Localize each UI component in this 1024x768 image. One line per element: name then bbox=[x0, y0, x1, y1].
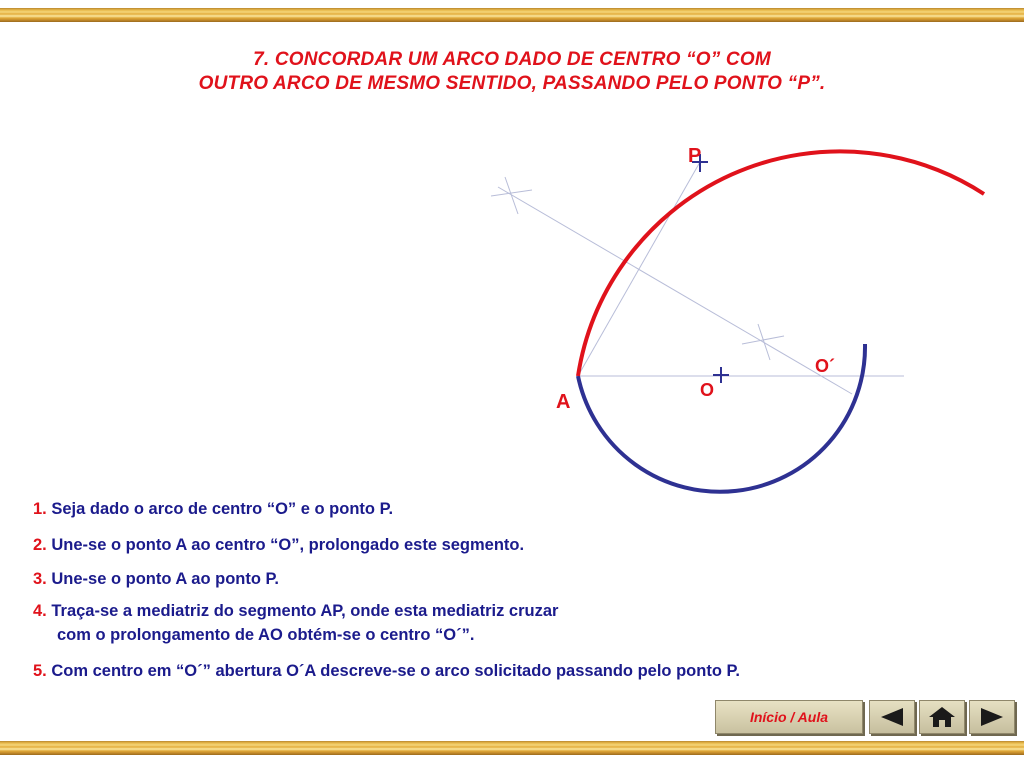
bottom-border bbox=[0, 741, 1024, 755]
step-text: Une-se o ponto A ao centro “O”, prolongado este segmento. bbox=[51, 536, 525, 554]
step-text-continued: com o prolongamento de AO obtém-se o centro “O´”. bbox=[57, 626, 475, 644]
step-number: 5. bbox=[33, 662, 47, 680]
step-1 bbox=[33, 500, 393, 519]
step-text: Une-se o ponto A ao ponto P. bbox=[51, 570, 279, 588]
step-number: 3. bbox=[33, 570, 47, 588]
step-number: 1. bbox=[33, 500, 47, 518]
step-5 bbox=[33, 662, 740, 681]
label-a: A bbox=[556, 391, 571, 413]
label-o-prime: O´ bbox=[815, 356, 835, 376]
centre-o-marker bbox=[713, 367, 729, 383]
step-3 bbox=[33, 570, 279, 589]
tangent-arc-centre-o-prime bbox=[578, 151, 984, 376]
arc-mark-1b bbox=[505, 177, 518, 214]
step-number: 4. bbox=[33, 602, 47, 620]
step-number: 2. bbox=[33, 536, 47, 554]
step-2 bbox=[33, 536, 524, 555]
previous-button[interactable] bbox=[869, 700, 915, 734]
step-text: Seja dado o arco de centro “O” e o ponto P. bbox=[51, 500, 394, 518]
title-line-1: 7. CONCORDAR UM ARCO DADO DE CENTRO “O” COM bbox=[253, 49, 771, 70]
title-line-2: OUTRO ARCO DE MESMO SENTIDO, PASSANDO PELO PONTO “P”. bbox=[198, 73, 826, 94]
label-o: O bbox=[700, 380, 715, 400]
inicio-aula-button[interactable]: Início / Aula bbox=[715, 700, 863, 734]
step-text: Traça-se a mediatriz do segmento AP, onde esta mediatriz cruzar bbox=[51, 602, 559, 620]
next-arrow-icon bbox=[977, 706, 1007, 728]
house-icon bbox=[927, 705, 957, 729]
label-p: P bbox=[688, 145, 702, 167]
step-text: Com centro em “O´” abertura O´A descreve-se o arco solicitado passando pelo ponto P. bbox=[51, 662, 740, 680]
step-4 bbox=[33, 602, 558, 645]
perpendicular-bisector bbox=[498, 187, 852, 394]
arc-mark-2b bbox=[758, 324, 770, 360]
next-button[interactable] bbox=[969, 700, 1015, 734]
prev-arrow-icon bbox=[877, 706, 907, 728]
home-button[interactable] bbox=[919, 700, 965, 734]
